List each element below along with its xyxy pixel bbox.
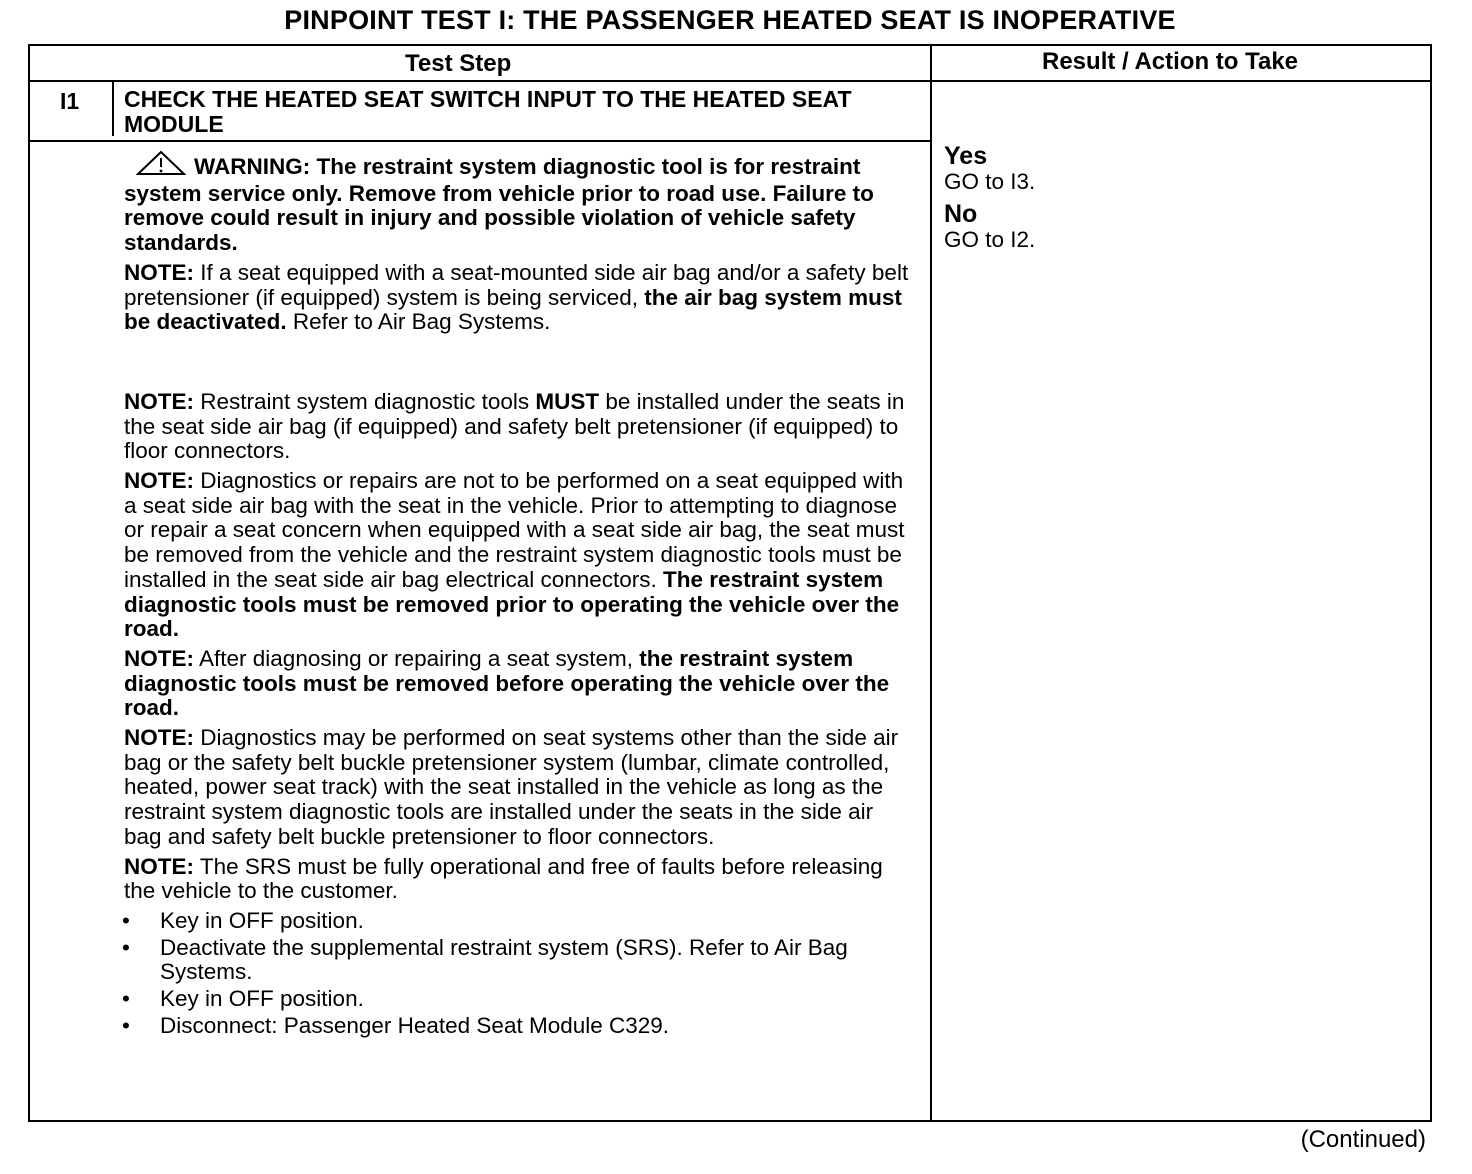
header-divider xyxy=(28,80,1432,82)
yes-action: GO to I3. xyxy=(944,169,1036,194)
result-yes xyxy=(944,144,1035,194)
no-action: GO to I2. xyxy=(944,227,1036,252)
list-item: • Key in OFF position. xyxy=(124,987,914,1012)
note-5 xyxy=(124,726,914,850)
note-text: After diagnosing or repairing a seat system, xyxy=(194,645,640,671)
note-bold: the air bag system must be deactivated. xyxy=(124,284,902,335)
header-test-step: Test Step xyxy=(405,50,512,77)
continued-label: (Continued) xyxy=(1300,1126,1426,1153)
warning-paragraph xyxy=(124,150,914,256)
note-3 xyxy=(124,469,914,642)
step-number: I1 xyxy=(60,88,80,114)
note-text: be installed under the seats in the seat side air bag (if equipped) and safety belt pretensioner (if equipped) to floor connectors. xyxy=(124,388,905,464)
note-4 xyxy=(124,647,914,721)
note-text: The SRS must be fully operational and free of faults before releasing the vehicle to the customer. xyxy=(124,853,883,904)
note-bold: MUST xyxy=(535,388,600,414)
note-label: NOTE: xyxy=(124,388,194,414)
note-text: Diagnostics or repairs are not to be performed on a seat equipped with a seat side air bag with the seat in the vehicle. Prior to attempting to diagnose or repair a seat concern when equipped with a seat side air bag, the seat must be removed from the vehicle and the restraint system diagnostic tools must be installed in the seat side air bag electrical connectors. xyxy=(124,468,905,592)
note-text: Restraint system diagnostic tools xyxy=(194,388,536,414)
column-divider xyxy=(930,44,932,1122)
step-number-divider xyxy=(112,80,114,136)
note-bold: The restraint system diagnostic tools must be removed prior to operating the vehicle over the road. xyxy=(124,566,900,642)
page-title: PINPOINT TEST I: THE PASSENGER HEATED SEAT IS INOPERATIVE xyxy=(284,5,1176,35)
no-label: No xyxy=(944,200,978,228)
note-text: If a seat equipped with a seat-mounted side air bag and/or a safety belt pretensioner (if equipped) system is being serviced, xyxy=(124,259,909,310)
test-step-body xyxy=(124,150,914,1041)
note-1 xyxy=(124,261,914,335)
note-label: NOTE: xyxy=(124,259,194,285)
note-6 xyxy=(124,855,914,904)
note-label: NOTE: xyxy=(124,468,194,494)
result-column xyxy=(944,144,1035,260)
note-bold: the restraint system diagnostic tools must be removed before operating the vehicle over the road. xyxy=(124,645,890,721)
warning-triangle-icon xyxy=(136,150,186,182)
step-title: CHECK THE HEATED SEAT SWITCH INPUT TO THE HEATED SEAT MODULE xyxy=(124,86,852,137)
note-tail: Refer to Air Bag Systems. xyxy=(286,309,551,335)
note-label: NOTE: xyxy=(124,645,194,671)
note-2 xyxy=(124,390,914,464)
procedure-list xyxy=(124,909,914,1039)
step-title-divider xyxy=(28,140,930,142)
list-item: • Deactivate the supplemental restraint system (SRS). Refer to Air Bag Systems. xyxy=(124,936,914,985)
list-item: • Disconnect: Passenger Heated Seat Module C329. xyxy=(124,1014,914,1039)
note-text: Diagnostics may be performed on seat systems other than the side air bag or the safety belt buckle pretensioner system (lumbar, climate controlled, heated, power seat track) with the seat installed in the vehicle as long as the restraint system diagnostic tools are installed under the seats in the side air bag and safety belt buckle pretensioner to floor connectors. xyxy=(124,725,899,849)
list-item: • Key in OFF position. xyxy=(124,909,914,934)
result-no xyxy=(944,202,1035,252)
yes-label: Yes xyxy=(944,142,988,170)
warning-text: WARNING: The restraint system diagnostic tool is for restraint system service only. Remove from vehicle prior to road use. Failure to remove could result in injury and possible violation of vehicle safety standards. xyxy=(124,154,874,256)
header-result: Result / Action to Take xyxy=(1042,48,1299,75)
note-label: NOTE: xyxy=(124,853,194,879)
note-label: NOTE: xyxy=(124,725,194,751)
